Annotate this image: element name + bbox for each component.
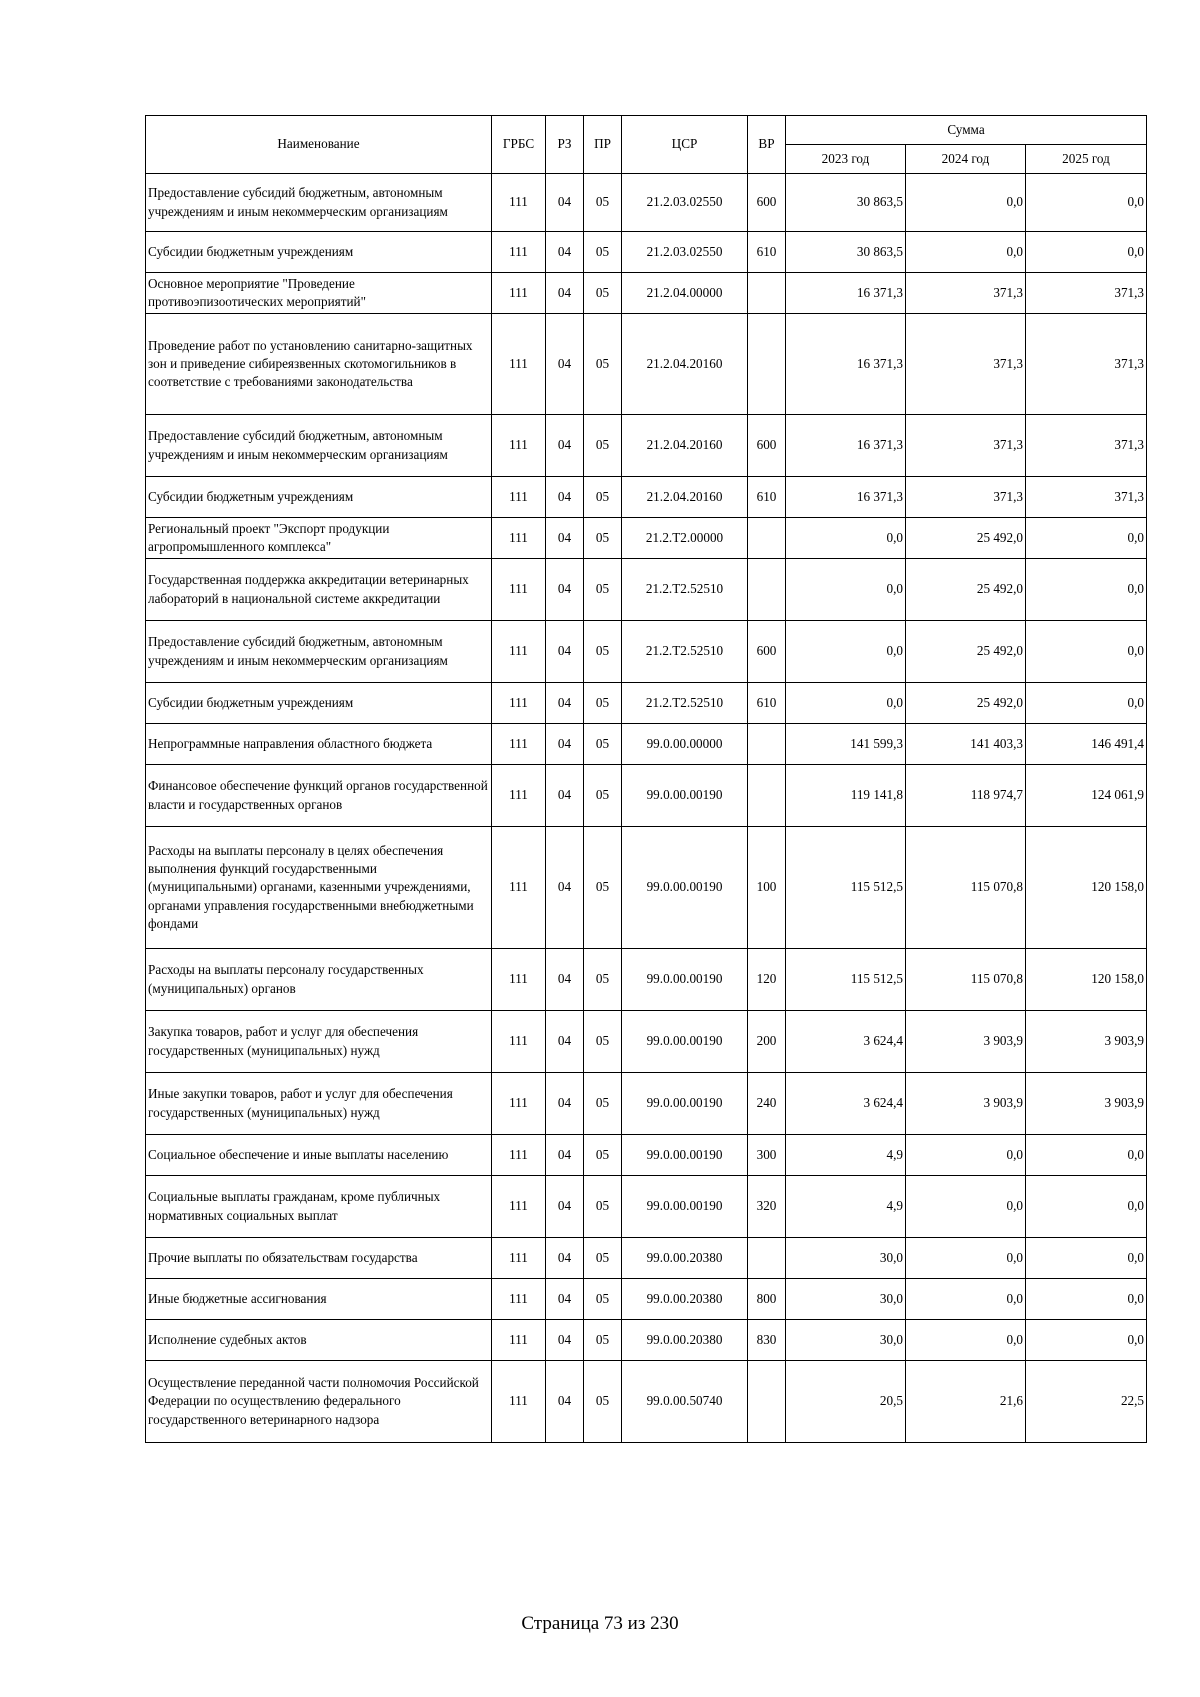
cell-vr: 600: [748, 415, 786, 477]
cell-rz: 04: [546, 1176, 584, 1238]
cell-2025: 3 903,9: [1026, 1011, 1147, 1073]
cell-name: Региональный проект "Экспорт продукции агропромышленного комплекса": [146, 518, 492, 559]
cell-pr: 05: [584, 683, 622, 724]
cell-pr: 05: [584, 518, 622, 559]
cell-grbs: 111: [492, 683, 546, 724]
cell-name: Государственная поддержка аккредитации ветеринарных лабораторий в национальной системе аккредитации: [146, 559, 492, 621]
cell-rz: 04: [546, 765, 584, 827]
cell-2025: 0,0: [1026, 1135, 1147, 1176]
cell-2024: 0,0: [906, 174, 1026, 232]
cell-name: Прочие выплаты по обязательствам государства: [146, 1238, 492, 1279]
table-row: [146, 559, 1147, 621]
table-row: [146, 1073, 1147, 1135]
cell-csr: 99.0.00.00190: [622, 827, 748, 949]
table-body: [146, 174, 1147, 1443]
cell-grbs: 111: [492, 621, 546, 683]
cell-csr: 21.2.04.00000: [622, 273, 748, 314]
cell-2025: 371,3: [1026, 273, 1147, 314]
cell-name: Проведение работ по установлению санитарно-защитных зон и приведение сибиреязвенных скотомогильников в соответствие с требованиями законодательства: [146, 314, 492, 415]
cell-grbs: 111: [492, 559, 546, 621]
cell-rz: 04: [546, 621, 584, 683]
cell-2024: 25 492,0: [906, 559, 1026, 621]
cell-rz: 04: [546, 1320, 584, 1361]
cell-pr: 05: [584, 1238, 622, 1279]
cell-2024: 21,6: [906, 1361, 1026, 1443]
table-row: [146, 314, 1147, 415]
cell-2025: 120 158,0: [1026, 949, 1147, 1011]
cell-name: Субсидии бюджетным учреждениям: [146, 232, 492, 273]
cell-vr: [748, 314, 786, 415]
cell-csr: 21.2.03.02550: [622, 174, 748, 232]
cell-name: Субсидии бюджетным учреждениям: [146, 477, 492, 518]
cell-rz: 04: [546, 174, 584, 232]
cell-csr: 99.0.00.00190: [622, 1135, 748, 1176]
table-row: [146, 949, 1147, 1011]
cell-vr: 610: [748, 477, 786, 518]
header-sum: Сумма: [786, 116, 1147, 145]
table-row: [146, 1011, 1147, 1073]
cell-2025: 371,3: [1026, 314, 1147, 415]
header-grbs: ГРБС: [492, 116, 546, 174]
cell-vr: [748, 518, 786, 559]
cell-grbs: 111: [492, 273, 546, 314]
cell-rz: 04: [546, 949, 584, 1011]
cell-2024: 371,3: [906, 314, 1026, 415]
cell-name: Предоставление субсидий бюджетным, автономным учреждениям и иным некоммерческим организациям: [146, 415, 492, 477]
cell-csr: 21.2.Т2.52510: [622, 621, 748, 683]
cell-2025: 371,3: [1026, 477, 1147, 518]
budget-table: [145, 115, 1147, 1443]
cell-2025: 0,0: [1026, 559, 1147, 621]
cell-2023: 16 371,3: [786, 314, 906, 415]
cell-2023: 0,0: [786, 559, 906, 621]
cell-csr: 99.0.00.00190: [622, 1073, 748, 1135]
cell-grbs: 111: [492, 827, 546, 949]
cell-2024: 141 403,3: [906, 724, 1026, 765]
cell-2024: 0,0: [906, 1279, 1026, 1320]
cell-2025: 22,5: [1026, 1361, 1147, 1443]
cell-name: Осуществление переданной части полномочия Российской Федерации по осуществлению федерального государственного ветеринарного надзора: [146, 1361, 492, 1443]
cell-vr: 610: [748, 232, 786, 273]
cell-rz: 04: [546, 273, 584, 314]
cell-2023: 30,0: [786, 1238, 906, 1279]
cell-rz: 04: [546, 232, 584, 273]
header-year-2025: 2025 год: [1026, 145, 1147, 174]
cell-grbs: 111: [492, 314, 546, 415]
cell-csr: 99.0.00.00000: [622, 724, 748, 765]
cell-2023: 16 371,3: [786, 273, 906, 314]
table-row: [146, 518, 1147, 559]
header-name: Наименование: [146, 116, 492, 174]
cell-pr: 05: [584, 1011, 622, 1073]
cell-vr: 200: [748, 1011, 786, 1073]
table-row: [146, 621, 1147, 683]
cell-2025: 0,0: [1026, 518, 1147, 559]
cell-name: Иные закупки товаров, работ и услуг для обеспечения государственных (муниципальных) нужд: [146, 1073, 492, 1135]
header-year-2023: 2023 год: [786, 145, 906, 174]
cell-grbs: 111: [492, 1011, 546, 1073]
cell-2024: 25 492,0: [906, 683, 1026, 724]
cell-vr: 830: [748, 1320, 786, 1361]
cell-vr: 610: [748, 683, 786, 724]
cell-vr: 100: [748, 827, 786, 949]
cell-csr: 21.2.04.20160: [622, 415, 748, 477]
cell-rz: 04: [546, 559, 584, 621]
cell-2023: 4,9: [786, 1135, 906, 1176]
cell-pr: 05: [584, 559, 622, 621]
header-rz: РЗ: [546, 116, 584, 174]
cell-2024: 0,0: [906, 1320, 1026, 1361]
cell-rz: 04: [546, 415, 584, 477]
cell-pr: 05: [584, 949, 622, 1011]
cell-vr: [748, 273, 786, 314]
cell-grbs: 111: [492, 1238, 546, 1279]
cell-grbs: 111: [492, 1135, 546, 1176]
cell-2023: 141 599,3: [786, 724, 906, 765]
cell-name: Основное мероприятие "Проведение противоэпизоотических мероприятий": [146, 273, 492, 314]
cell-2024: 0,0: [906, 232, 1026, 273]
cell-rz: 04: [546, 518, 584, 559]
cell-2024: 3 903,9: [906, 1073, 1026, 1135]
cell-csr: 99.0.00.20380: [622, 1320, 748, 1361]
cell-csr: 99.0.00.00190: [622, 765, 748, 827]
table-row: [146, 477, 1147, 518]
cell-2025: 0,0: [1026, 1320, 1147, 1361]
cell-csr: 99.0.00.00190: [622, 949, 748, 1011]
cell-pr: 05: [584, 273, 622, 314]
cell-pr: 05: [584, 174, 622, 232]
table-row: [146, 827, 1147, 949]
cell-vr: 600: [748, 174, 786, 232]
table-row: [146, 174, 1147, 232]
page-number: Страница 73 из 230: [521, 1613, 679, 1634]
cell-pr: 05: [584, 621, 622, 683]
cell-name: Социальное обеспечение и иные выплаты населению: [146, 1135, 492, 1176]
cell-rz: 04: [546, 1238, 584, 1279]
cell-2024: 371,3: [906, 273, 1026, 314]
cell-pr: 05: [584, 1176, 622, 1238]
cell-name: Иные бюджетные ассигнования: [146, 1279, 492, 1320]
cell-2023: 119 141,8: [786, 765, 906, 827]
cell-2023: 0,0: [786, 518, 906, 559]
cell-vr: [748, 724, 786, 765]
cell-2024: 371,3: [906, 477, 1026, 518]
cell-rz: 04: [546, 1361, 584, 1443]
cell-csr: 99.0.00.00190: [622, 1176, 748, 1238]
cell-pr: 05: [584, 1073, 622, 1135]
header-csr: ЦСР: [622, 116, 748, 174]
cell-vr: [748, 559, 786, 621]
cell-rz: 04: [546, 724, 584, 765]
cell-vr: 240: [748, 1073, 786, 1135]
cell-2025: 371,3: [1026, 415, 1147, 477]
cell-pr: 05: [584, 1279, 622, 1320]
table-row: [146, 1320, 1147, 1361]
cell-2023: 30,0: [786, 1279, 906, 1320]
cell-2025: 124 061,9: [1026, 765, 1147, 827]
cell-grbs: 111: [492, 1073, 546, 1135]
cell-vr: 120: [748, 949, 786, 1011]
cell-vr: 800: [748, 1279, 786, 1320]
table-row: [146, 765, 1147, 827]
cell-name: Исполнение судебных актов: [146, 1320, 492, 1361]
cell-2024: 115 070,8: [906, 949, 1026, 1011]
cell-rz: 04: [546, 1279, 584, 1320]
cell-csr: 21.2.04.20160: [622, 314, 748, 415]
cell-name: Непрограммные направления областного бюджета: [146, 724, 492, 765]
cell-2023: 4,9: [786, 1176, 906, 1238]
cell-2025: 0,0: [1026, 621, 1147, 683]
header-year-2024: 2024 год: [906, 145, 1026, 174]
cell-grbs: 111: [492, 1320, 546, 1361]
cell-grbs: 111: [492, 1176, 546, 1238]
cell-grbs: 111: [492, 518, 546, 559]
table-row: [146, 1238, 1147, 1279]
table-row: [146, 232, 1147, 273]
cell-2023: 3 624,4: [786, 1011, 906, 1073]
cell-2025: 0,0: [1026, 683, 1147, 724]
cell-rz: 04: [546, 683, 584, 724]
cell-grbs: 111: [492, 724, 546, 765]
cell-pr: 05: [584, 477, 622, 518]
cell-2023: 30,0: [786, 1320, 906, 1361]
cell-grbs: 111: [492, 1279, 546, 1320]
cell-name: Социальные выплаты гражданам, кроме публичных нормативных социальных выплат: [146, 1176, 492, 1238]
cell-vr: [748, 1361, 786, 1443]
cell-pr: 05: [584, 415, 622, 477]
cell-2025: 0,0: [1026, 1238, 1147, 1279]
cell-2025: 0,0: [1026, 1279, 1147, 1320]
cell-pr: 05: [584, 1361, 622, 1443]
cell-vr: 600: [748, 621, 786, 683]
cell-grbs: 111: [492, 477, 546, 518]
cell-grbs: 111: [492, 232, 546, 273]
cell-csr: 21.2.Т2.00000: [622, 518, 748, 559]
cell-rz: 04: [546, 1073, 584, 1135]
cell-name: Предоставление субсидий бюджетным, автономным учреждениям и иным некоммерческим организациям: [146, 621, 492, 683]
cell-name: Финансовое обеспечение функций органов государственной власти и государственных органов: [146, 765, 492, 827]
cell-2024: 25 492,0: [906, 518, 1026, 559]
cell-2023: 3 624,4: [786, 1073, 906, 1135]
cell-vr: [748, 1238, 786, 1279]
cell-2024: 371,3: [906, 415, 1026, 477]
cell-csr: 21.2.03.02550: [622, 232, 748, 273]
cell-pr: 05: [584, 724, 622, 765]
table-row: [146, 683, 1147, 724]
cell-grbs: 111: [492, 949, 546, 1011]
cell-grbs: 111: [492, 415, 546, 477]
cell-2023: 20,5: [786, 1361, 906, 1443]
cell-2023: 115 512,5: [786, 827, 906, 949]
cell-name: Предоставление субсидий бюджетным, автономным учреждениям и иным некоммерческим организациям: [146, 174, 492, 232]
cell-2024: 25 492,0: [906, 621, 1026, 683]
cell-pr: 05: [584, 1320, 622, 1361]
cell-pr: 05: [584, 1135, 622, 1176]
cell-rz: 04: [546, 827, 584, 949]
cell-2025: 3 903,9: [1026, 1073, 1147, 1135]
cell-grbs: 111: [492, 765, 546, 827]
cell-csr: 99.0.00.50740: [622, 1361, 748, 1443]
cell-pr: 05: [584, 765, 622, 827]
cell-2025: 146 491,4: [1026, 724, 1147, 765]
cell-2023: 30 863,5: [786, 174, 906, 232]
cell-2024: 0,0: [906, 1238, 1026, 1279]
cell-2023: 16 371,3: [786, 415, 906, 477]
cell-vr: [748, 765, 786, 827]
cell-2025: 0,0: [1026, 232, 1147, 273]
cell-name: Расходы на выплаты персоналу в целях обеспечения выполнения функций государственными (муниципальными) органами, казенными учреждениями, органами управления государственными внебюджетными фондами: [146, 827, 492, 949]
cell-csr: 21.2.04.20160: [622, 477, 748, 518]
cell-rz: 04: [546, 477, 584, 518]
table-row: [146, 415, 1147, 477]
cell-vr: 320: [748, 1176, 786, 1238]
cell-2023: 16 371,3: [786, 477, 906, 518]
table-row: [146, 1279, 1147, 1320]
table-row: [146, 273, 1147, 314]
cell-name: Закупка товаров, работ и услуг для обеспечения государственных (муниципальных) нужд: [146, 1011, 492, 1073]
cell-2024: 0,0: [906, 1135, 1026, 1176]
cell-2023: 115 512,5: [786, 949, 906, 1011]
cell-2024: 115 070,8: [906, 827, 1026, 949]
cell-2023: 30 863,5: [786, 232, 906, 273]
header-pr: ПР: [584, 116, 622, 174]
table-row: [146, 724, 1147, 765]
cell-vr: 300: [748, 1135, 786, 1176]
table-row: [146, 1361, 1147, 1443]
cell-name: Субсидии бюджетным учреждениям: [146, 683, 492, 724]
cell-rz: 04: [546, 1135, 584, 1176]
cell-grbs: 111: [492, 174, 546, 232]
cell-pr: 05: [584, 827, 622, 949]
cell-rz: 04: [546, 1011, 584, 1073]
table-row: [146, 1176, 1147, 1238]
header-vr: ВР: [748, 116, 786, 174]
cell-2025: 0,0: [1026, 174, 1147, 232]
cell-csr: 21.2.Т2.52510: [622, 683, 748, 724]
cell-csr: 99.0.00.20380: [622, 1279, 748, 1320]
cell-2023: 0,0: [786, 683, 906, 724]
cell-2024: 3 903,9: [906, 1011, 1026, 1073]
cell-pr: 05: [584, 314, 622, 415]
cell-pr: 05: [584, 232, 622, 273]
cell-2023: 0,0: [786, 621, 906, 683]
cell-rz: 04: [546, 314, 584, 415]
cell-name: Расходы на выплаты персоналу государственных (муниципальных) органов: [146, 949, 492, 1011]
cell-2025: 120 158,0: [1026, 827, 1147, 949]
cell-csr: 99.0.00.00190: [622, 1011, 748, 1073]
cell-grbs: 111: [492, 1361, 546, 1443]
cell-2024: 118 974,7: [906, 765, 1026, 827]
cell-2025: 0,0: [1026, 1176, 1147, 1238]
table-row: [146, 1135, 1147, 1176]
cell-csr: 21.2.Т2.52510: [622, 559, 748, 621]
cell-2024: 0,0: [906, 1176, 1026, 1238]
cell-csr: 99.0.00.20380: [622, 1238, 748, 1279]
